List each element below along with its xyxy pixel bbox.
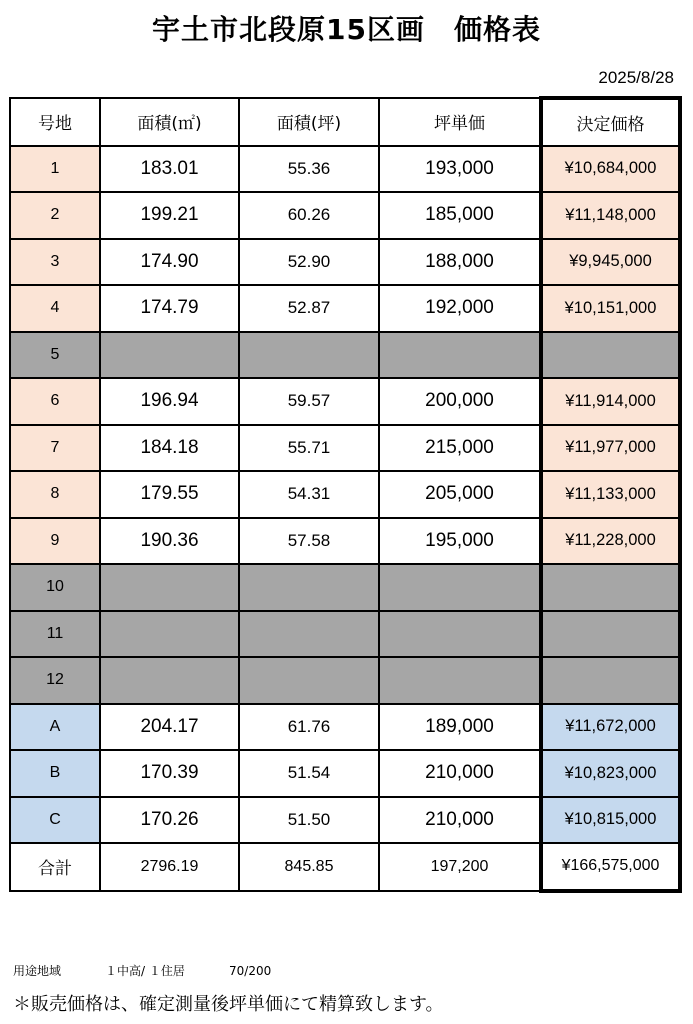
lot-cell: 9 <box>10 518 100 565</box>
unit-price-cell <box>379 611 541 658</box>
lot-cell: 6 <box>10 378 100 425</box>
final-price-cell <box>541 332 680 379</box>
area-tsubo-cell <box>239 564 379 611</box>
area-sqm-cell: 183.01 <box>100 146 239 193</box>
area-sqm-cell <box>100 564 239 611</box>
area-tsubo-cell: 59.57 <box>239 378 379 425</box>
area-sqm-cell: 179.55 <box>100 471 239 518</box>
table-row <box>10 518 680 565</box>
lot-cell: 11 <box>10 611 100 658</box>
unit-price-cell <box>379 657 541 704</box>
area-sqm-cell: 174.79 <box>100 285 239 332</box>
table-row <box>10 192 680 239</box>
sales-note: ＊販売価格は、確定測量後坪単価にて精算致します。 <box>13 994 444 1015</box>
table-row <box>10 797 680 844</box>
lot-cell: 2 <box>10 192 100 239</box>
total-final-price-cell: ¥166,575,000 <box>541 843 680 891</box>
unit-price-cell: 200,000 <box>379 378 541 425</box>
final-price-cell: ¥11,228,000 <box>541 518 680 565</box>
zoning-label: 用途地域 <box>13 964 62 978</box>
zoning-value: １中高/ １住居 <box>105 964 185 978</box>
area-tsubo-cell <box>239 332 379 379</box>
lot-cell: 3 <box>10 239 100 286</box>
area-tsubo-cell: 52.87 <box>239 285 379 332</box>
area-tsubo-cell: 60.26 <box>239 192 379 239</box>
table-row <box>10 332 680 379</box>
date-label: 2025/8/28 <box>598 68 674 87</box>
table-row <box>10 750 680 797</box>
table-row <box>10 611 680 658</box>
total-lot-cell: 合計 <box>10 843 100 891</box>
final-price-cell: ¥10,151,000 <box>541 285 680 332</box>
area-tsubo-cell: 52.90 <box>239 239 379 286</box>
table-row <box>10 146 680 193</box>
final-price-cell <box>541 611 680 658</box>
header-row <box>10 98 680 146</box>
area-sqm-cell: 199.21 <box>100 192 239 239</box>
unit-price-cell: 210,000 <box>379 797 541 844</box>
final-price-cell <box>541 657 680 704</box>
total-area-tsubo-cell: 845.85 <box>239 843 379 891</box>
final-price-cell: ¥11,672,000 <box>541 704 680 751</box>
lot-cell: 12 <box>10 657 100 704</box>
final-price-cell: ¥11,914,000 <box>541 378 680 425</box>
area-tsubo-cell <box>239 611 379 658</box>
final-price-cell: ¥10,823,000 <box>541 750 680 797</box>
area-sqm-cell: 184.18 <box>100 425 239 472</box>
lot-cell: 8 <box>10 471 100 518</box>
unit-price-cell: 193,000 <box>379 146 541 193</box>
area-sqm-cell: 190.36 <box>100 518 239 565</box>
final-price-cell: ¥11,148,000 <box>541 192 680 239</box>
area-tsubo-cell: 54.31 <box>239 471 379 518</box>
final-price-cell <box>541 564 680 611</box>
unit-price-cell: 188,000 <box>379 239 541 286</box>
unit-price-cell: 192,000 <box>379 285 541 332</box>
total-row <box>10 843 680 891</box>
area-tsubo-cell: 61.76 <box>239 704 379 751</box>
lot-cell: A <box>10 704 100 751</box>
area-tsubo-cell: 51.50 <box>239 797 379 844</box>
table-row <box>10 378 680 425</box>
area-tsubo-cell <box>239 657 379 704</box>
final-price-cell: ¥9,945,000 <box>541 239 680 286</box>
area-tsubo-cell: 55.36 <box>239 146 379 193</box>
area-sqm-cell: 196.94 <box>100 378 239 425</box>
price-table <box>9 96 682 893</box>
table-row <box>10 285 680 332</box>
lot-cell: 7 <box>10 425 100 472</box>
header-unit-price: 坪単価 <box>379 98 541 146</box>
ratio-value: 70/200 <box>229 964 272 978</box>
unit-price-cell <box>379 332 541 379</box>
unit-price-cell: 185,000 <box>379 192 541 239</box>
area-tsubo-cell: 57.58 <box>239 518 379 565</box>
zoning-note <box>13 962 271 979</box>
table-row <box>10 239 680 286</box>
area-sqm-cell: 170.39 <box>100 750 239 797</box>
table-row <box>10 564 680 611</box>
unit-price-cell: 215,000 <box>379 425 541 472</box>
area-sqm-cell <box>100 611 239 658</box>
unit-price-cell: 205,000 <box>379 471 541 518</box>
total-unit-price-cell: 197,200 <box>379 843 541 891</box>
header-lot: 号地 <box>10 98 100 146</box>
lot-cell: 5 <box>10 332 100 379</box>
final-price-cell: ¥11,133,000 <box>541 471 680 518</box>
table-row <box>10 704 680 751</box>
area-sqm-cell: 170.26 <box>100 797 239 844</box>
lot-cell: 1 <box>10 146 100 193</box>
unit-price-cell: 195,000 <box>379 518 541 565</box>
area-sqm-cell: 174.90 <box>100 239 239 286</box>
table-row <box>10 425 680 472</box>
table-row <box>10 471 680 518</box>
area-sqm-cell <box>100 332 239 379</box>
area-sqm-cell: 204.17 <box>100 704 239 751</box>
unit-price-cell <box>379 564 541 611</box>
header-area-tsubo: 面積(坪) <box>239 98 379 146</box>
header-final-price: 決定価格 <box>541 98 680 146</box>
unit-price-cell: 189,000 <box>379 704 541 751</box>
final-price-cell: ¥11,977,000 <box>541 425 680 472</box>
page-title: 宇土市北段原15区画 価格表 <box>152 13 541 46</box>
lot-cell: B <box>10 750 100 797</box>
lot-cell: 10 <box>10 564 100 611</box>
area-tsubo-cell: 51.54 <box>239 750 379 797</box>
area-sqm-cell <box>100 657 239 704</box>
final-price-cell: ¥10,815,000 <box>541 797 680 844</box>
unit-price-cell: 210,000 <box>379 750 541 797</box>
lot-cell: C <box>10 797 100 844</box>
total-area-sqm-cell: 2796.19 <box>100 843 239 891</box>
final-price-cell: ¥10,684,000 <box>541 146 680 193</box>
area-tsubo-cell: 55.71 <box>239 425 379 472</box>
lot-cell: 4 <box>10 285 100 332</box>
header-area-sqm: 面積(㎡) <box>100 98 239 146</box>
table-row <box>10 657 680 704</box>
